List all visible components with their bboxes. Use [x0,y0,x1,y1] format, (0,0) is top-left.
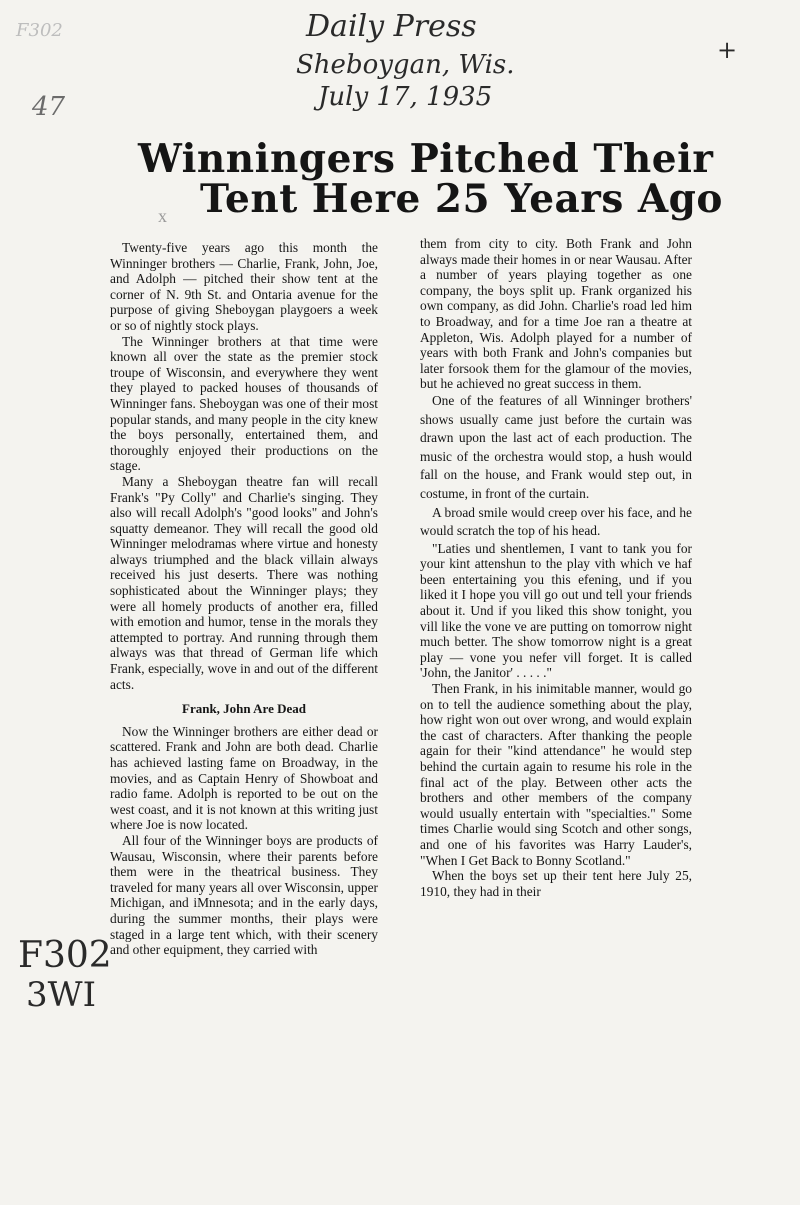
stray-mark: x [158,206,167,226]
article-column-left [110,240,378,958]
article-column-right [420,236,692,899]
handwritten-corner-note: F302 [16,20,63,41]
article-paragraph: One of the features of all Winninger brothers' shows usually came just before the curtain was drawn upon the last act of each production. The music of the orchestra would stop, a hush would fall on the house, and Frank would step out, in costume, in front of the curtain. [420,392,692,501]
article-paragraph: "Laties und shentlemen, I vant to tank you for your kint attenshun to the play vith which ve haf been entertaining you this efening, und if you liked it I hope you vill go out und tell your friends about it. Und if you liked this show tonight, you vill like the vone ve are putting on tomorrow night much better. The show tomorrow night is a great play — vone you nefer vill forget. It is called 'John, the Janitor' . . . . ." [420,540,692,681]
article-paragraph: them from city to city. Both Frank and John always made their homes in or near Wausau. After a number of years playing together as one company, the boys split up. Frank organized his own company, as did John. Charlie's road led him to Broadway, and for a time Joe ran a theatre at Appleton, Wis. Adolph played for a number of years with both Frank and John's companies but later forsook them for the glamour of the movies, but he achieved no great success in them. [420,236,692,392]
handwritten-code-line-2: 3WI [26,975,97,1015]
article-paragraph: Now the Winninger brothers are either dead or scattered. Frank and John are both dead. Charlie has achieved lasting fame on Broadway, in the movies, and as Captain Henry of Showboat and radio fame. Adolph is reported to be out on the west coast, and it is not known at this writing just where Joe is now located. [110,723,378,833]
article-paragraph: Then Frank, in his inimitable manner, would go on to tell the audience something about the play, how right won out over wrong, and would explain the cast of characters. After thanking the people again for their "kind attendance" he would step behind the curtain again to resume his role in the final act of the play. Between other acts the brothers and other members of the company would usually entertain with "specialties." Some times Charlie would sing Scotch and other songs, and one of his favorites was Harry Lauder's, "When I Get Back to Bonny Scotland." [420,681,692,868]
handwritten-plus-mark: + [717,36,738,64]
handwritten-code-line-1: F302 [18,935,112,976]
article-paragraph: A broad smile would creep over his face, and he would scratch the top of his head. [420,504,692,539]
article-paragraph: The Winninger brothers at that time were known all over the state as the premier stock troupe of Wisconsin, and everywhere they went they played to packed houses of thousands of Winninger fans. Sheboygan was one of their most popular stands, and many people in the city knew the boys personally, entertained them, and thoroughly enjoyed their productions on the stage. [110,333,378,474]
headline-line-1: Winningers Pitched Their [138,136,714,182]
article-subheading: Frank, John Are Dead [182,701,306,717]
article-paragraph: Many a Sheboygan theatre fan will recall Frank's "Py Colly" and Charlie's singing. They also will recall Adolph's "good looks" and John's squatty demeanor. They will recall the good old Winninger melodramas where virtue and honesty always triumphed and the black villain always received his just deserts. There was nothing sophisticated about the Winninger plays; they were all homely products of another era, filled with emotion and humor, tense in the morals they attempted to portray. And running through them always was that thread of German life which Frank, especially, wove in and out of the different acts. [110,473,378,692]
article-paragraph: All four of the Winninger boys are products of Wausau, Wisconsin, where their parents before them were in the theatrical business. They traveled for many years all over Wisconsin, upper Michigan, and iMnnesota; and in the early days, during the summer months, their plays were staged in a large tent which, with their scenery and other equipment, they carried with [110,832,378,958]
handwritten-date: July 17, 1935 [318,82,493,112]
article-paragraph: When the boys set up their tent here July 25, 1910, they had in their [420,868,692,899]
headline-line-2: Tent Here 25 Years Ago [200,176,723,222]
handwritten-publication: Daily Press [306,9,477,44]
handwritten-city: Sheboygan, Wis. [296,50,515,80]
article-paragraph: Twenty-five years ago this month the Winninger brothers — Charlie, Frank, John, Joe, and Adolph — pitched their show tent at the corner of N. 9th St. and Ontaria avenue for the purpose of giving Sheboygan playgoers a week or so of nightly stock plays. [110,240,378,333]
handwritten-page-number: 47 [32,92,66,122]
